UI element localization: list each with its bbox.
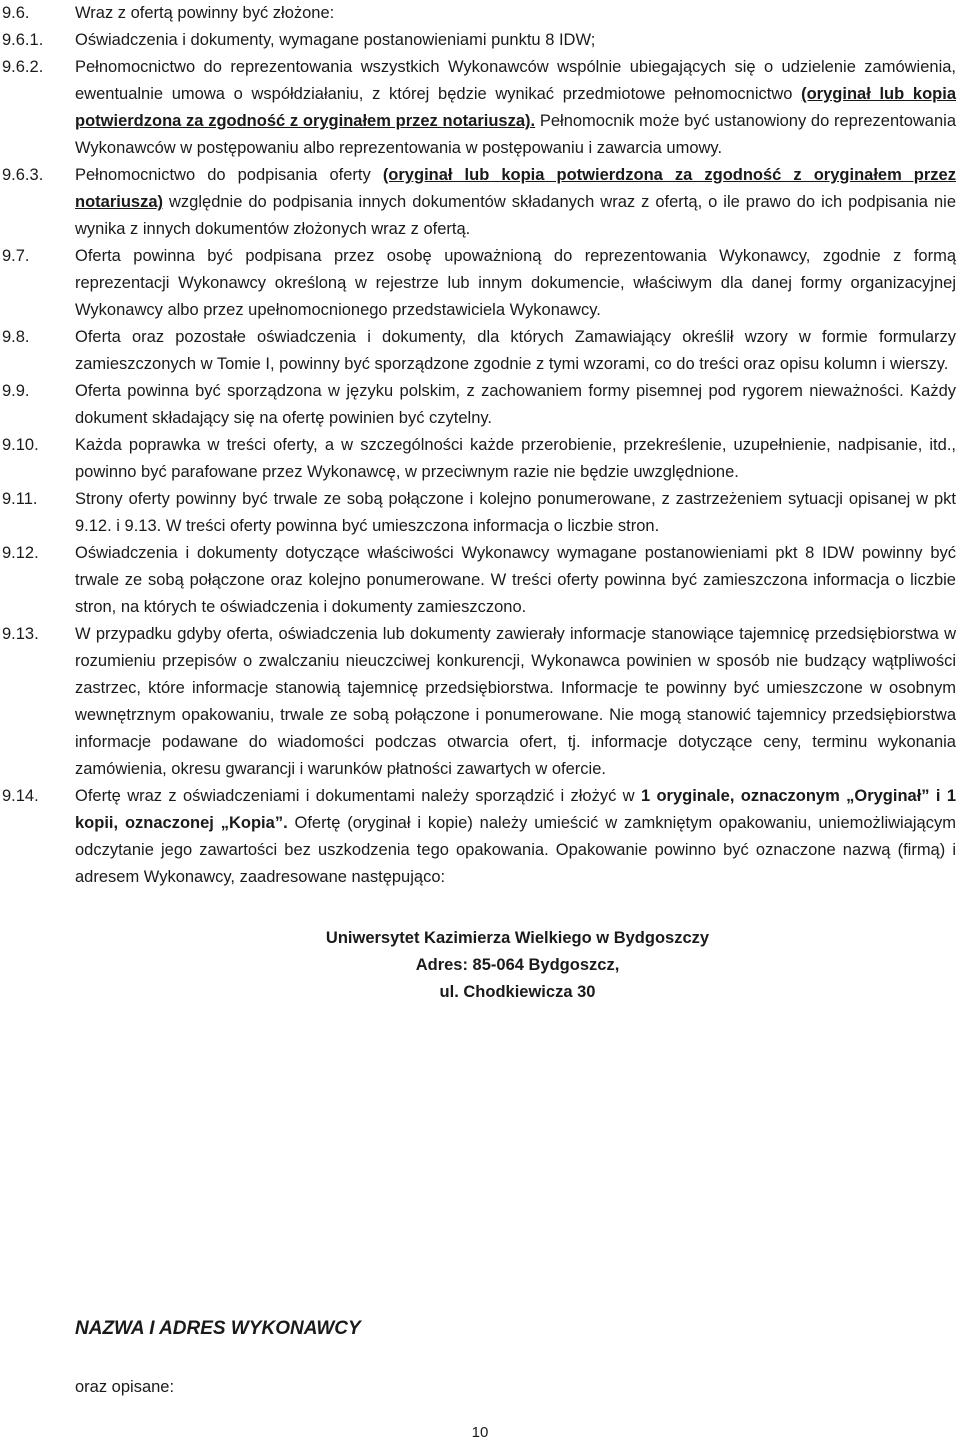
item-text: Każda poprawka w treści oferty, a w szczególności każde przerobienie, przekreślenie, uzupełnienie, nadpisanie, itd., powinno być parafowane przez Wykonawcę, w przeciwnym razie nie będzie uwzględnione. [75, 436, 956, 481]
item-text [75, 162, 956, 243]
item-text-part: względnie do podpisania innych dokumentów składanych wraz z ofertą, o ile prawo do ich podpisania nie wynika z innych dokumentów złożonych wraz z ofertą. [75, 193, 956, 238]
item-text [75, 783, 956, 891]
item-number: 9.11. [2, 490, 38, 508]
item-number: 9.14. [2, 787, 39, 805]
spacer [0, 891, 960, 925]
item-9-7 [0, 243, 960, 324]
item-text: Oferta powinna być sporządzona w języku polskim, z zachowaniem formy pisemnej pod rygorem nieważności. Każdy dokument składający się na ofertę powinien być czytelny. [75, 382, 956, 427]
item-9-12 [0, 540, 960, 621]
item-number: 9.12. [2, 544, 39, 562]
address-line-street: ul. Chodkiewicza 30 [439, 983, 596, 1001]
item-9-6-1 [0, 27, 960, 54]
item-text-part: Ofertę wraz z oświadczeniami i dokumentami należy sporządzić i złożyć w [75, 787, 641, 805]
described-label: oraz opisane: [75, 1378, 175, 1396]
item-text: Wraz z ofertą powinny być złożone: [75, 4, 335, 22]
item-number: 9.13. [2, 625, 39, 643]
item-9-14 [0, 783, 960, 891]
item-number: 9.6.1. [2, 31, 44, 49]
item-text [75, 54, 956, 162]
item-9-6 [0, 0, 960, 27]
item-number: 9.7. [2, 247, 30, 265]
item-9-8 [0, 324, 960, 378]
item-text: Strony oferty powinny być trwale ze sobą połączone i kolejno ponumerowane, z zastrzeżeniem sytuacji opisanej w pkt 9.12. i 9.13. W treści oferty powinna być umieszczona informacja o liczbie stron. [75, 490, 956, 535]
item-9-9 [0, 378, 960, 432]
contractor-name-address-label: NAZWA I ADRES WYKONAWCY [75, 1318, 361, 1339]
recipient-address [0, 925, 960, 1006]
item-9-6-2 [0, 54, 960, 162]
page-number: 10 [471, 1424, 489, 1441]
item-text-part: Ofertę (oryginał i kopie) należy umieścić w zamkniętym opakowaniu, uniemożliwiającym odczytanie jego zawartości bez uszkodzenia tego opakowania. Opakowanie powinno być oznaczone nazwą (firmą) i adresem Wykonawcy, zaadresowane następująco: [75, 814, 956, 886]
item-number: 9.6.3. [2, 166, 44, 184]
item-9-6-3 [0, 162, 960, 243]
address-line-postal: Adres: 85-064 Bydgoszcz, [415, 956, 620, 974]
item-9-11 [0, 486, 960, 540]
item-text: Oświadczenia i dokumenty dotyczące właściwości Wykonawcy wymagane postanowieniami pkt 8 IDW powinny być trwale ze sobą połączone oraz kolejno ponumerowane. W treści oferty powinna być zamieszczona informacja o liczbie stron, na których te oświadczenia i dokumenty zamieszczono. [75, 544, 956, 616]
item-text: Oferta powinna być podpisana przez osobę upoważnioną do reprezentowania Wykonawcy, zgodnie z formą reprezentacji Wykonawcy określoną w rejestrze lub innym dokumencie, właściwym dla danej formy organizacyjnej Wykonawcy albo przez upełnomocnionego przedstawiciela Wykonawcy. [75, 247, 956, 319]
item-text-part: Pełnomocnictwo do podpisania oferty [75, 166, 383, 184]
item-number: 9.8. [2, 328, 30, 346]
item-number: 9.9. [2, 382, 30, 400]
item-number: 9.6.2. [2, 58, 44, 76]
item-text-part: Pełnomocnictwo do reprezentowania wszystkich Wykonawców wspólnie ubiegających się o udzielenie zamówienia, ewentualnie umowa o współdziałaniu, z której będzie wynikać przedmiotowe pełnomocnictwo [75, 58, 956, 103]
address-line-university: Uniwersytet Kazimierza Wielkiego w Bydgoszczy [325, 929, 710, 947]
notary-requirement: (oryginał lub kopia potwierdzona za zgodność z oryginałem przez notariusza). [75, 85, 956, 130]
item-number: 9.6. [2, 4, 30, 22]
notary-requirement: (oryginał lub kopia potwierdzona za zgodność z oryginałem przez notariusza) [75, 166, 956, 211]
item-9-10 [0, 432, 960, 486]
item-text: Oferta oraz pozostałe oświadczenia i dokumenty, dla których Zamawiający określił wzory w formie formularzy zamieszczonych w Tomie I, powinny być sporządzone zgodnie z tymi wzorami, co do treści oraz opisu kolumn i wierszy. [75, 328, 956, 373]
item-text: Oświadczenia i dokumenty, wymagane postanowieniami punktu 8 IDW; [75, 31, 596, 49]
item-text-part: Pełnomocnik może być ustanowiony do reprezentowania Wykonawców w postępowaniu albo reprezentowania w postępowaniu i zawarcia umowy. [75, 112, 956, 157]
item-9-13 [0, 621, 960, 783]
original-copy-requirement: 1 oryginale, oznaczonym „Oryginał” i 1 kopii, oznaczonej „Kopia”. [75, 787, 957, 832]
item-number: 9.10. [2, 436, 39, 454]
item-text: W przypadku gdyby oferta, oświadczenia lub dokumenty zawierały informacje stanowiące tajemnicę przedsiębiorstwa w rozumieniu przepisów o zwalczaniu nieuczciwej konkurencji, Wykonawca powinien w sposób nie budzący wątpliwości zastrzec, które informacje stanowią tajemnicę przedsiębiorstwa. Informacje te powinny być umieszczone w osobnym wewnętrznym opakowaniu, trwale ze sobą połączone i ponumerowane. Nie mogą stanowić tajemnicy przedsiębiorstwa informacje podawane do wiadomości podczas otwarcia ofert, tj. informacje dotyczące ceny, terminu wykonania zamówienia, okresu gwarancji i warunków płatności zawartych w ofercie. [75, 625, 956, 778]
